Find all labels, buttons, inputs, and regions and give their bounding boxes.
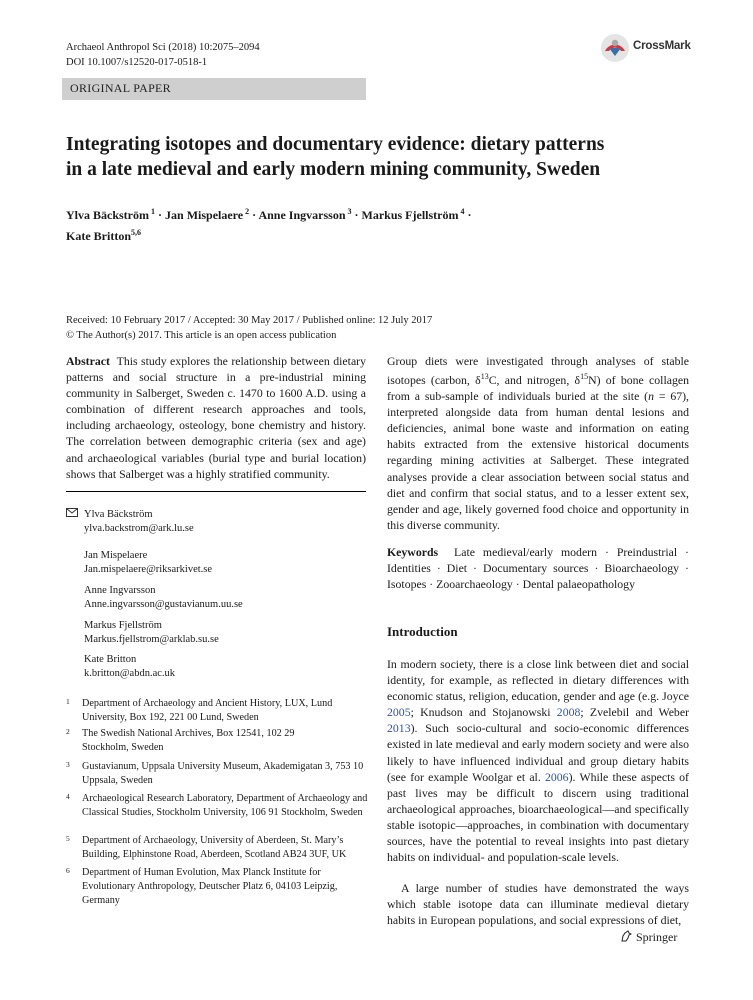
body-text: ). Such socio-cultural and socio-economic differences existed in late medieval and early modern society and were also likely to have influenced individual and group dietary habits (see for example Woolgar et al. — [387, 721, 689, 784]
publication-dates — [66, 313, 432, 343]
received-accepted-published: Received: 10 February 2017 / Accepted: 30 May 2017 / Published online: 12 July 2017 — [66, 315, 433, 326]
author-name[interactable]: Markus Fjellström — [361, 208, 459, 222]
author-list: Ylva Bäckström $^1$ · Jan Mispelaere $^2$ · Anne Ingvarsson $^3$ · Markus Fjellström $^4$ · Kate Britton$^{5,6}$ — [66, 207, 472, 243]
citation-link[interactable]: 2006 — [544, 769, 569, 784]
abstract-left-text: This study explores the relationship between dietary patterns and social structure in a pre-industrial mining community in Salberget, Sweden c. 1470 to 1600 A.D. using a combination of different research approaches and tools, including archaeology, osteology, bone chemistry and history. The correlation between demographic criteria (sex and age) and archaeological variables (burial type and burial location) shows that Salberget was a highly stratified community. — [66, 354, 367, 481]
body-text: ; Knudson and Stojanowski — [410, 705, 557, 720]
title-line-2: in a late medieval and early modern mining community, Sweden — [66, 159, 601, 180]
section-badge — [62, 78, 366, 100]
copyright-line — [66, 328, 432, 343]
abstract-right — [387, 353, 689, 533]
section-heading-introduction: Introduction — [387, 624, 458, 639]
affiliation-text: Department of Archaeology, University of Aberdeen, St. Mary’s Building, Elphinstone Road, Aberdeen, Scotland AB24 3UF, UK — [82, 835, 347, 860]
body-text: ; Zvelebil and Weber — [580, 705, 689, 720]
section-badge-label: ORIGINAL PAPER — [70, 81, 171, 95]
affiliation-number: 5 — [66, 834, 70, 843]
affiliation-item — [66, 760, 372, 790]
contact-item — [84, 508, 194, 536]
affiliation-item — [66, 866, 372, 910]
contact-name: Kate Britton — [84, 654, 137, 665]
article-title — [66, 132, 706, 182]
contact-email[interactable]: Anne.ingvarsson@gustavianum.uu.se — [84, 599, 243, 610]
body-text: ). While these aspects of past lives may be difficult to discern using traditional archaeological approaches, bioarchaeological—and specifically stable isotopic—approaches, in combination with documentary sources, have the potential to reveal insights into past dietary habits on individual- and population-scale levels. — [387, 769, 689, 865]
abstract-text: Group diets were investigated through analyses of stable isotopes (carbon, δ — [387, 354, 689, 388]
keywords — [387, 544, 689, 592]
affiliation-text: Archaeological Research Laboratory, Department of Archaeology and Classical Studies, Stockholm University, 106 91 Stockholm, Sweden — [82, 793, 368, 818]
sample-size-symbol: n — [648, 389, 654, 404]
author-aff: 1 — [151, 207, 155, 216]
contact-item — [84, 549, 212, 577]
copyright-icon: © — [66, 330, 74, 341]
contact-email[interactable]: k.britton@abdn.ac.uk — [84, 668, 176, 679]
introduction-paragraph-1 — [387, 656, 689, 865]
crossmark-icon — [600, 33, 630, 63]
isotope-superscript: 15 — [580, 372, 589, 382]
abstract-left — [66, 353, 366, 482]
journal-citation: Archaeol Anthropol Sci (2018) 10:2075–2094 — [66, 42, 260, 53]
isotope-superscript: 13 — [480, 372, 489, 382]
affiliation-text: The Swedish National Archives, Box 12541, 102 29 Stockholm, Sweden — [82, 728, 295, 753]
affiliation-item — [66, 697, 372, 727]
envelope-icon — [66, 508, 78, 522]
affiliation-item — [66, 834, 372, 864]
author-aff: 2 — [245, 207, 250, 216]
crossmark-label: CrossMark — [633, 40, 691, 52]
affiliation-item — [66, 727, 372, 757]
springer-horse-icon — [620, 930, 632, 942]
affiliation-number: 6 — [66, 866, 70, 875]
contact-email[interactable]: ylva.backstrom@ark.lu.se — [84, 523, 194, 534]
author-aff: 5,6 — [131, 228, 141, 237]
affiliation-number: 1 — [66, 697, 70, 706]
affiliation-text: Department of Archaeology and Ancient History, LUX, Lund University, Box 192, 221 00 Lund, Sweden — [82, 698, 333, 723]
author-name[interactable]: Jan Mispelaere — [165, 208, 244, 222]
introduction-paragraph-2: A large number of studies have demonstrated the ways which stable isotope data can illuminate medieval dietary habits in European populations, and social expressions of diet, — [387, 881, 689, 928]
contact-name: Jan Mispelaere — [84, 550, 148, 561]
affiliation-number: 4 — [66, 792, 70, 801]
keywords-text: Late medieval/early modern · Preindustrial · Identities · Diet · Documentary sources · Bioarchaeology · Isotopes · Zooarchaeology · Dental palaeopathology — [387, 545, 689, 592]
author-name[interactable]: Anne Ingvarsson — [258, 208, 346, 222]
contact-name: Markus Fjellström — [84, 620, 162, 631]
title-line-1: Integrating isotopes and documentary evidence: dietary patterns — [66, 134, 605, 155]
contact-item — [84, 619, 219, 647]
affiliation-number: 2 — [66, 727, 70, 736]
abstract-text: C, and nitrogen, δ — [488, 373, 581, 388]
affiliation-text: Gustavianum, Uppsala University Museum, Akademigatan 3, 753 10 Uppsala, Sweden — [82, 761, 364, 786]
affiliation-number: 3 — [66, 760, 70, 769]
citation-link[interactable]: 2005 — [387, 705, 411, 720]
contact-name: Anne Ingvarsson — [84, 585, 156, 596]
author-name[interactable]: Ylva Bäckström — [66, 208, 149, 222]
publisher-logo — [620, 930, 677, 945]
divider — [66, 491, 366, 492]
body-text: In modern society, there is a close link between diet and social identity, for example, as reflected in dietary differences with economic status, religion, education, gender and age (e.g. Joyce — [387, 657, 689, 704]
journal-doi[interactable]: DOI 10.1007/s12520-017-0518-1 — [66, 57, 208, 68]
contact-name: Ylva Bäckström — [84, 509, 153, 520]
affiliation-item — [66, 792, 372, 836]
publisher-name: Springer — [636, 930, 678, 944]
journal-header — [66, 40, 260, 70]
abstract-text: N) of bone collagen from a sub-sample of individuals buried at the site ( — [387, 373, 689, 404]
contact-email[interactable]: Jan.mispelaere@riksarkivet.se — [84, 564, 213, 575]
abstract-label: Abstract — [66, 354, 110, 368]
contact-item — [84, 653, 175, 681]
affiliation-text: Department of Human Evolution, Max Planck Institute for Evolutionary Anthropology, Deutscher Platz 6, 04103 Leipzig, Germany — [82, 867, 338, 906]
author-aff: 3 — [347, 207, 352, 216]
copyright-text: The Author(s) 2017. This article is an open access publication — [76, 330, 337, 341]
contact-item — [84, 584, 243, 612]
abstract-text: = 67), interpreted alongside data from human dental lesions and deficiencies, animal bone waste and information on eating habits extracted from the extensive historical documents regarding mining activities at Salberget. These integrated analyses provide a clear association between social status and diet and confirm that social status, and to a lesser extent sex, gender and age, likely governed food choice and opportunity in this diverse community. — [387, 389, 689, 532]
crossmark-button[interactable] — [600, 33, 720, 63]
author-aff: 4 — [460, 207, 465, 216]
keywords-label: Keywords — [387, 545, 439, 559]
author-name[interactable]: Kate Britton — [66, 229, 131, 243]
contact-email[interactable]: Markus.fjellstrom@arklab.su.se — [84, 634, 219, 645]
citation-link[interactable]: 2008 — [556, 705, 581, 720]
citation-link[interactable]: 2013 — [387, 721, 411, 736]
